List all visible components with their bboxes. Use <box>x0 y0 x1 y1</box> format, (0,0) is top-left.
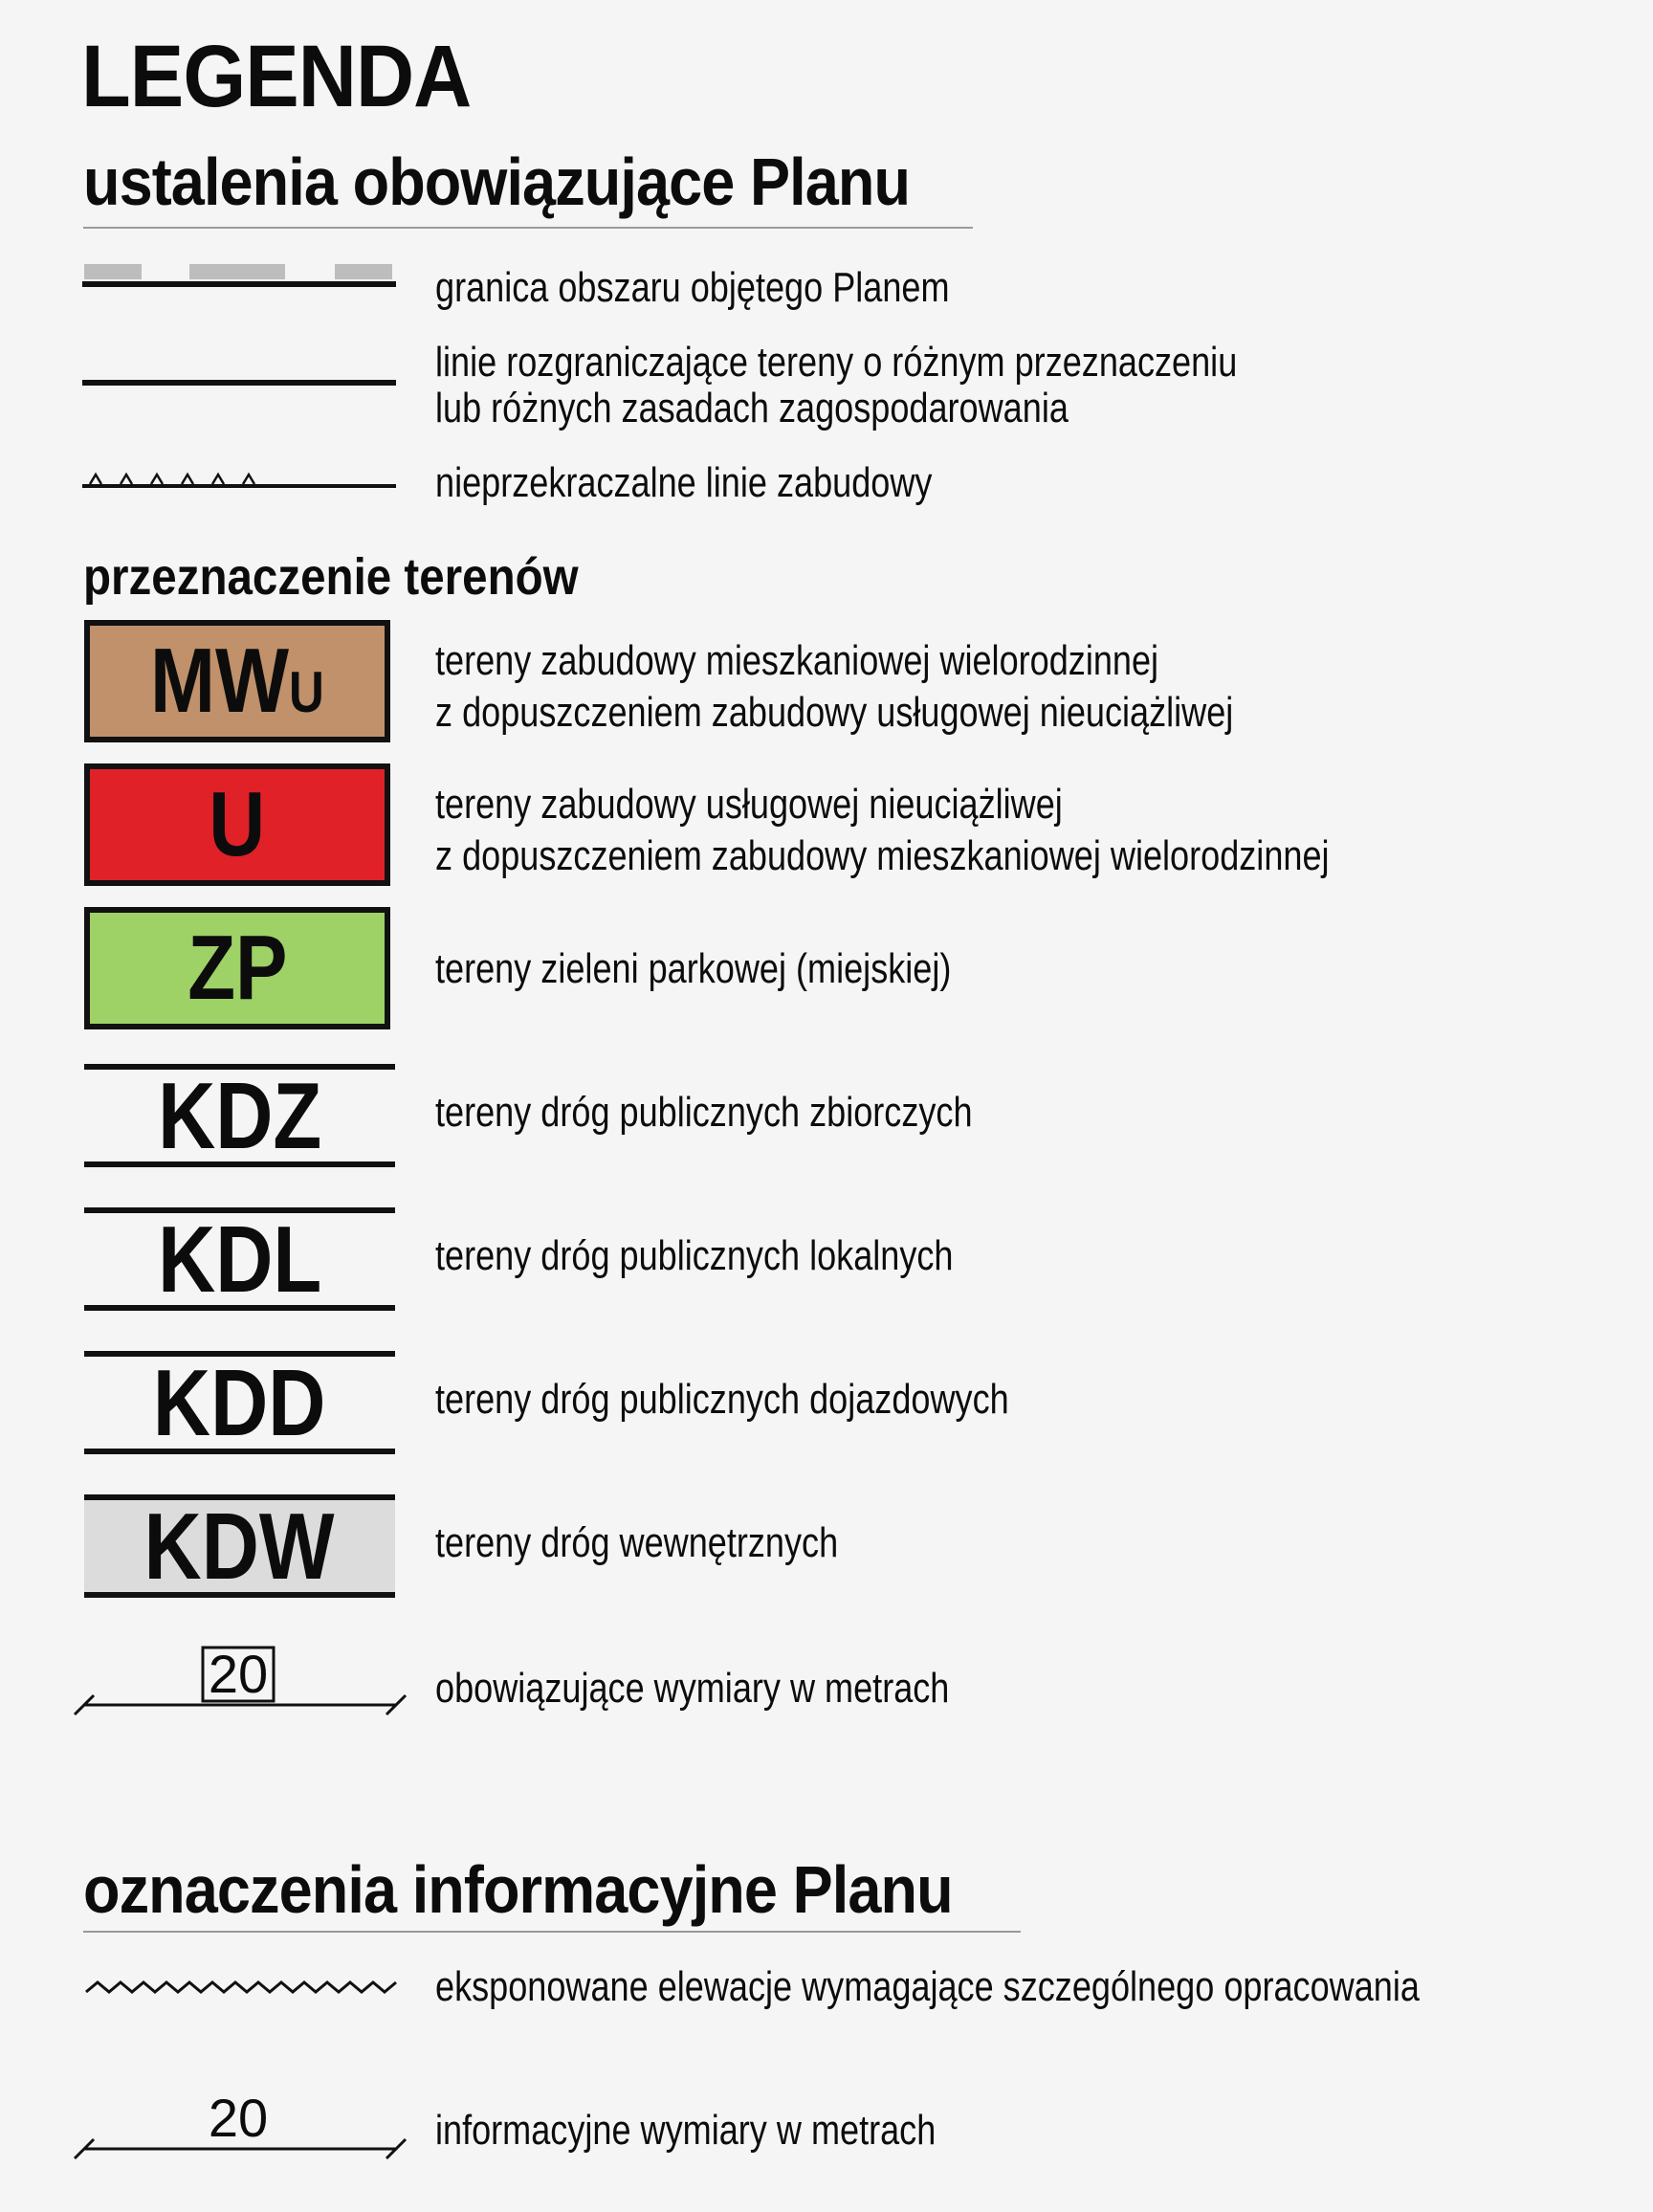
binding-dimension-value: 20 <box>208 1644 269 1704</box>
zp-code: ZP <box>187 917 288 1019</box>
kdz-symbol <box>84 1064 395 1167</box>
u-code: U <box>209 773 266 875</box>
wavy-line-icon <box>84 1975 400 2003</box>
binding-section-heading: ustalenia obowiązujące Planu <box>83 144 911 219</box>
info-dimension-description: informacyjne wymiary w metrach <box>435 2107 937 2154</box>
kdd-description: tereny dróg publicznych dojazdowych <box>435 1376 1009 1423</box>
building-line-triangles-icon <box>82 463 398 492</box>
building-line-description: nieprzekraczalne linie zabudowy <box>435 459 933 506</box>
kdd-code: KDD <box>153 1349 326 1455</box>
kdz-code: KDZ <box>157 1062 322 1168</box>
boundary-description: granica obszaru objętego Planem <box>435 264 950 311</box>
binding-dimension-symbol <box>73 1642 408 1718</box>
kdl-code: KDL <box>157 1206 322 1312</box>
demarcation-description-line1: linie rozgraniczające tereny o różnym przeznaczeniu <box>435 339 1238 386</box>
kdl-symbol <box>84 1207 395 1311</box>
boundary-dashed-line-icon <box>82 258 398 297</box>
info-dimension-symbol <box>73 2086 408 2162</box>
mwu-code-sub: U <box>289 660 324 724</box>
kdw-code: KDW <box>144 1493 335 1599</box>
demarcation-description-line2: lub różnych zasadach zagospodarowania <box>435 385 1069 431</box>
kdw-symbol <box>84 1494 395 1598</box>
elevation-description: eksponowane elewacje wymagające szczególnego opracowania <box>435 1963 1420 2010</box>
info-heading-underline <box>83 1931 1021 1933</box>
binding-dimension-description: obowiązujące wymiary w metrach <box>435 1665 950 1712</box>
u-description-line2: z dopuszczeniem zabudowy mieszkaniowej wielorodzinnej <box>435 832 1330 879</box>
mwu-symbol <box>84 620 390 742</box>
kdw-description: tereny dróg wewnętrznych <box>435 1519 839 1566</box>
land-use-heading: przeznaczenie terenów <box>83 548 579 606</box>
mwu-description-line2: z dopuszczeniem zabudowy usługowej nieuciążliwej <box>435 689 1234 736</box>
demarcation-line-icon <box>82 379 398 388</box>
binding-heading-underline <box>83 227 973 229</box>
zp-symbol <box>84 907 390 1029</box>
kdd-symbol <box>84 1351 395 1454</box>
info-section-heading: oznaczenia informacyjne Planu <box>83 1852 953 1927</box>
legend-title: LEGENDA <box>81 28 472 125</box>
kdz-description: tereny dróg publicznych zbiorczych <box>435 1089 973 1136</box>
kdl-description: tereny dróg publicznych lokalnych <box>435 1232 954 1279</box>
zp-description: tereny zieleni parkowej (miejskiej) <box>435 945 952 992</box>
u-description-line1: tereny zabudowy usługowej nieuciążliwej <box>435 781 1063 828</box>
u-symbol <box>84 763 390 886</box>
info-dimension-value: 20 <box>208 2088 269 2148</box>
mwu-description-line1: tereny zabudowy mieszkaniowej wielorodzinnej <box>435 637 1159 684</box>
mwu-code: MW <box>150 630 290 732</box>
